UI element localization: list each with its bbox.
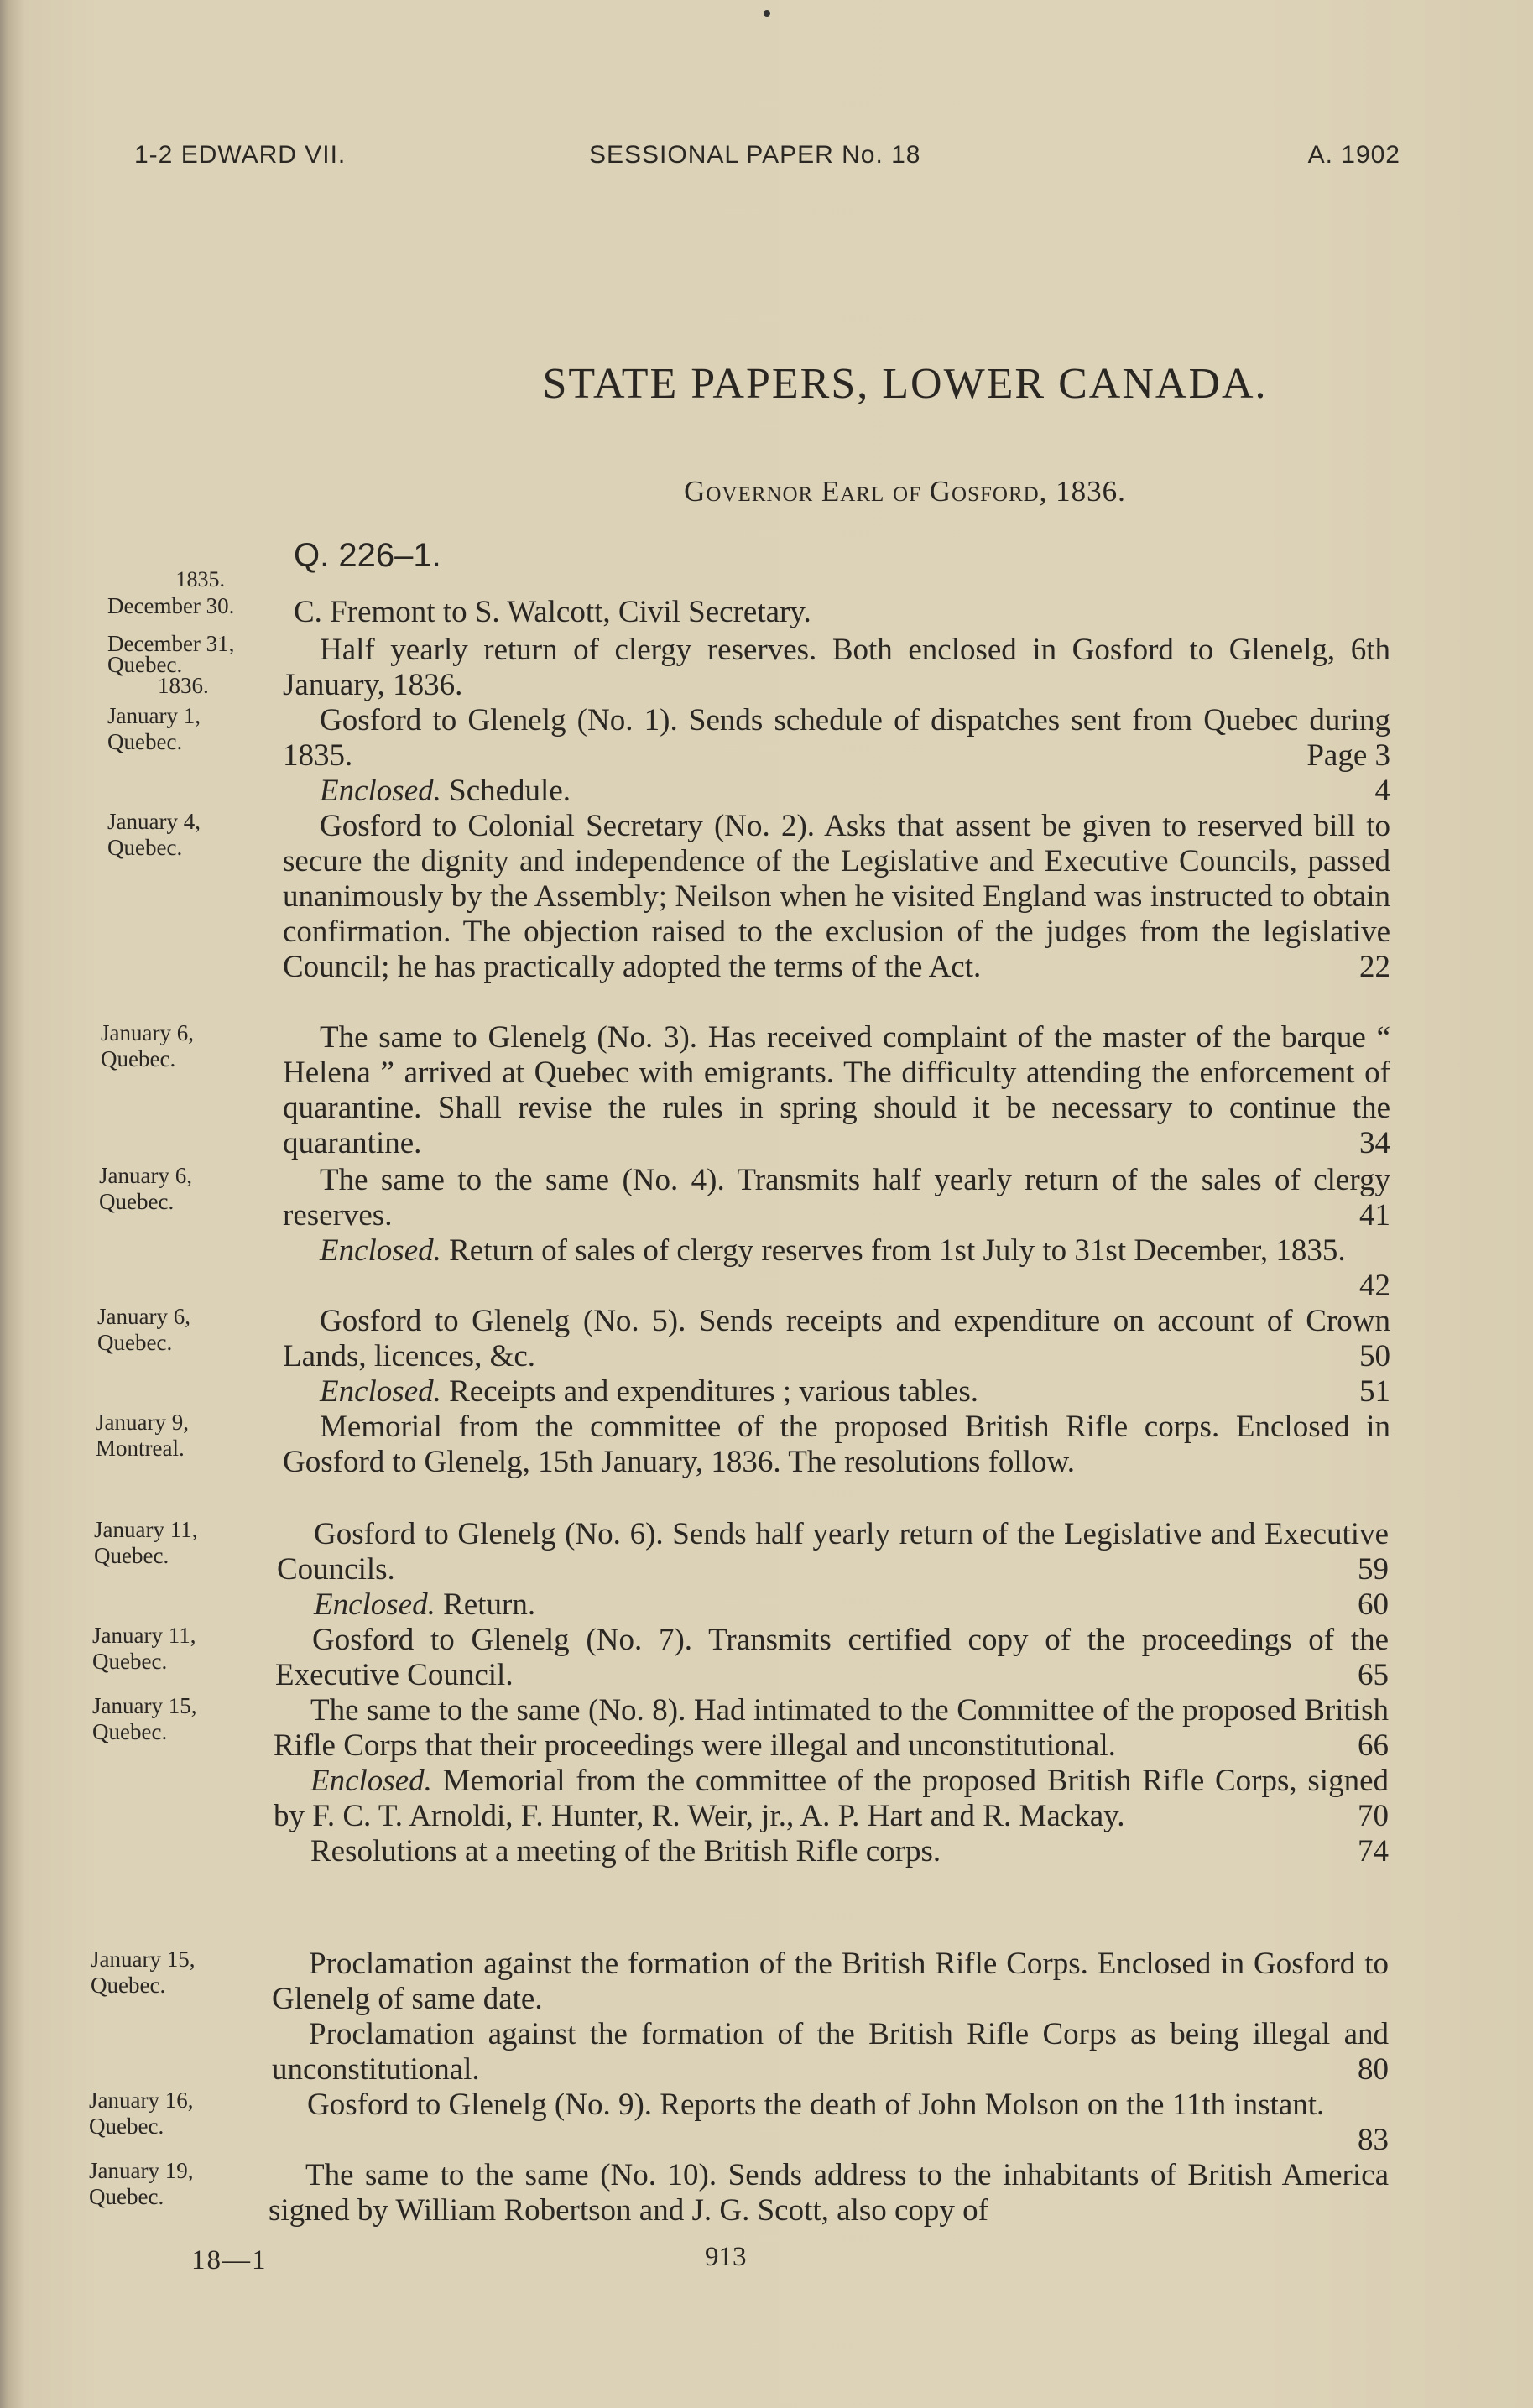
entry-place: Quebec. [89,2114,164,2139]
entry-place: Quebec. [92,1649,168,1674]
entry-place: Quebec. [107,652,183,677]
enclosed-label: Enclosed. [314,1587,435,1622]
page-number: 42 [1359,1269,1390,1303]
entry-text: Proclamation against the formation of the British Rifle Corps. Enclosed in Gosford to Glenelg of same date. [272,1947,1389,2016]
ink-dot [764,10,770,17]
entry-place: Quebec. [101,1046,176,1071]
entry-place: Quebec. [91,1973,166,1998]
entry-text: Gosford to Glenelg (No. 6). Sends half yearly return of the Legislative and Executive Councils. [277,1517,1389,1587]
entry-date: January 15, [92,1693,197,1718]
entry-text: The same to the same (No. 10). Sends address to the inhabitants of British America signed by William Robertson and J. G. Scott, also copy of [269,2158,1389,2228]
entry-text: The same to the same (No. 4). Transmits half yearly return of the sales of clergy reserves. [283,1163,1390,1233]
entry-place: Quebec. [92,1719,168,1744]
enclosed-label: Enclosed. [320,774,441,808]
enclosed-label: Enclosed. [320,1374,441,1409]
entry-date: January 15, [91,1947,196,1972]
entry-text: Gosford to Colonial Secretary (No. 2). Asks that assent be given to reserved bill to secure the dignity and independence of the Legislative and Executive Councils, passed unanimously by the Assembly; Neilson when he visited England was instructed to obtain confirmation. The objection raised to the exclusion of the judges from the legislative Council; he has practically adopted the terms of the Act. [283,809,1390,984]
entry-place: Quebec. [89,2184,164,2209]
entry-text: The same to Glenelg (No. 3). Has received complaint of the master of the barque “ Helena ” arrived at Quebec with emigrants. The difficulty attending the enforcement of quarantine. Shall revise the rules in spring should it be necessary to continue the quarantine. [283,1020,1390,1160]
enclosed-label: Enclosed. [320,1233,441,1268]
page-number: 34 [1359,1126,1390,1160]
page-number: Page 3 [1306,738,1390,773]
entry-year: 1836. [158,673,209,698]
footer-signature-mark: 18—1 [191,2245,268,2275]
entry-extra-text: Proclamation against the formation of the British Rifle Corps as being illegal and unconstitutional. [272,2017,1389,2087]
entry-place: Quebec. [107,729,183,754]
page-number: 51 [1359,1374,1390,1409]
year-label: 1835. [175,567,225,592]
entry-date: January 4, [107,809,201,834]
entry-place: Montreal. [96,1436,185,1461]
page-number: 83 [1358,2123,1389,2157]
header-regnal-year: 1-2 EDWARD VII. [134,141,347,169]
entry-date: January 19, [89,2158,194,2183]
page-number: 41 [1359,1198,1390,1233]
footer-page-number: 913 [705,2242,747,2272]
entry-text: Gosford to Glenelg (No. 9). Reports the death of John Molson on the 11th instant. [307,2087,1325,2122]
page-number: 59 [1358,1552,1389,1587]
entry-date: January 9, [96,1410,189,1435]
page-number: 65 [1358,1658,1389,1692]
entry-date: January 11, [94,1517,198,1542]
page-number: 74 [1358,1834,1389,1869]
header-sessional-paper: SESSIONAL PAPER No. 18 [589,141,921,169]
page-number: 50 [1359,1339,1390,1373]
entry-date: January 1, [107,703,201,728]
entry-text: C. Fremont to S. Walcott, Civil Secretary. [294,595,811,629]
enclosed-label: Enclosed. [310,1764,432,1798]
entry-text: The same to the same (No. 8). Had intimated to the Committee of the proposed British Rifle Corps that their proceedings were illegal and unconstitutional. [274,1693,1389,1763]
entry-text: Gosford to Glenelg (No. 7). Transmits certified copy of the proceedings of the Executive Council. [275,1623,1389,1692]
page-number: 60 [1358,1587,1389,1622]
enclosed-text: Schedule. [449,774,571,808]
page-number: 70 [1358,1799,1389,1833]
header-year: A. 1902 [1307,141,1400,169]
enclosed-text: Receipts and expenditures ; various tables. [449,1374,979,1409]
enclosed-text: Memorial from the committee of the proposed British Rifle Corps, signed by F. C. T. Arnoldi, F. Hunter, R. Weir, jr., A. P. Hart and R. Mackay. [274,1764,1390,1833]
entry-text: Gosford to Glenelg (No. 5). Sends receipts and expenditure on account of Crown Lands, licences, &c. [283,1304,1390,1373]
entry-date: January 6, [97,1304,190,1329]
enclosed-text: Return of sales of clergy reserves from 1st July to 31st December, 1835. [449,1233,1346,1268]
page-number: 80 [1358,2052,1389,2087]
entry-date: January 11, [92,1623,196,1648]
entry-place: Quebec. [94,1543,169,1568]
page-number: 22 [1359,950,1390,984]
entry-date: January 6, [101,1020,194,1045]
entry-date: December 31, [107,631,235,656]
page-subtitle: Governor Earl of Gosford, 1836. [684,475,1126,508]
entry-place: Quebec. [97,1330,173,1355]
entry-text: Memorial from the committee of the proposed British Rifle corps. Enclosed in Gosford to Glenelg, 15th January, 1836. The resolutions follow. [283,1410,1390,1479]
entry-text: Half yearly return of clergy reserves. Both enclosed in Gosford to Glenelg, 6th January, 1836. [283,633,1390,702]
entry-place: Quebec. [99,1189,175,1214]
entry-date: January 6, [99,1163,192,1188]
page-title: STATE PAPERS, LOWER CANADA. [542,360,1268,408]
entry-date: January 16, [89,2087,194,2113]
entry-place: Quebec. [107,835,183,860]
entry-date: December 30. [107,593,235,618]
entry-text: Gosford to Glenelg (No. 1). Sends schedule of dispatches sent from Quebec during 1835. [283,703,1390,773]
entry-extra-text: Resolutions at a meeting of the British Rifle corps. [310,1834,941,1869]
page-number: 66 [1358,1728,1389,1763]
volume-label: Q. 226–1. [294,537,441,574]
enclosed-text: Return. [443,1587,536,1622]
page-number: 4 [1374,774,1390,808]
